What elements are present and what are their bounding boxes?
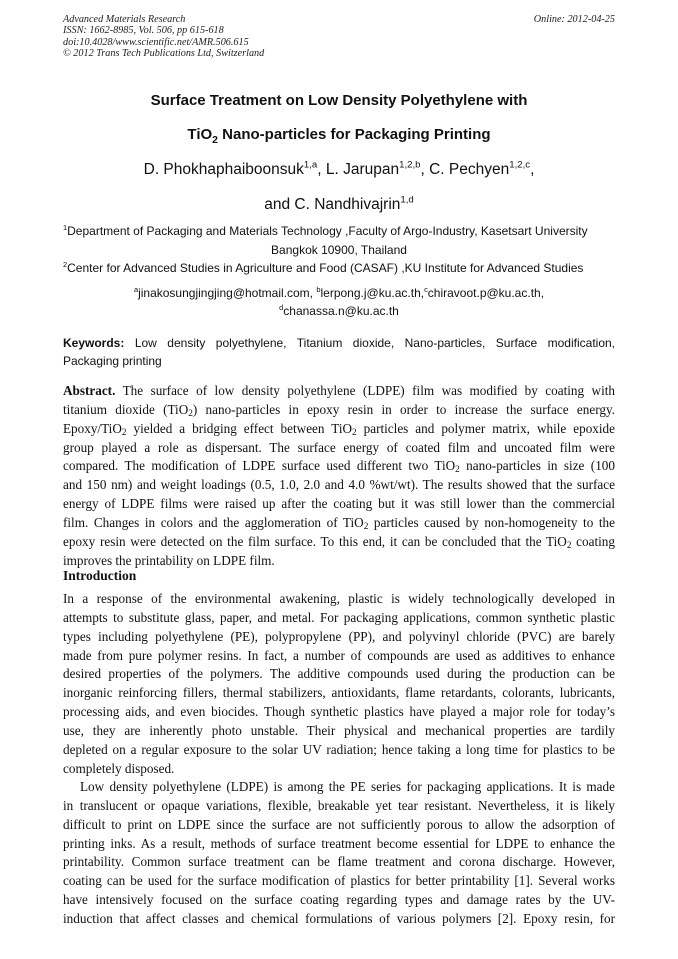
email: chiravoot.p@ku.ac.th, (427, 286, 545, 300)
affiliation-1: $^1$Department of Packaging and Materials Technology ,Faculty of Argo-Industry, Kasetsart University Bangkok 10900, Thailand (63, 222, 588, 257)
issn-line: ISSN: 1662-8985, Vol. 506, pp 615-618 (63, 25, 224, 37)
abstract-label: Abstract. (63, 383, 116, 398)
doi-line: doi:10.4028/www.scientific.net/AMR.506.615 (63, 36, 249, 48)
paper-title-line-2: TiO$_2$ Nano-particles for Packaging Printing (187, 126, 491, 146)
author-name: L. Jarupan (325, 161, 400, 178)
keywords-label: Keywords: (63, 336, 125, 350)
introduction-paragraph-1: In a response of the environmental awakening, plastic is widely technologically developed in attempts to substitute glass, paper, and metal. For packaging applications, common synthetic plastic types including polyethylene (PE), polypropylene (PP), and polyvinyl chloride (PVC) are barely made from pure polymer resins. In fact, a number of compounds are used as additives to enhance desired properties of the polymers. The additive compounds used during the production can be inorganic reinforcing fillers, thermal stabilizers, antioxidants, flame retardants, colorants, lubricants, processing aids, and even biocides. Though synthetic plastics have played a major role for today’s use, they are inherently photo unstable. Their physical and mechanical properties are tardily depleted on a regular exposure to the solar UV radiation; hence taking a long time for plastics to be completely disposed. (63, 591, 615, 776)
journal-name: Advanced Materials Research (63, 14, 186, 25)
author-list-cont: and C. Nandhivajrin$^{1,d}$ (264, 194, 414, 213)
author-emails: $^a$jinakosungjingjing@hotmail.com, $^b$lerpong.j@ku.ac.th,$^c$chiravoot.p@ku.ac.th, $^d$chanassa.n@ku.ac.th (133, 284, 545, 318)
section-heading-introduction: Introduction (63, 568, 137, 583)
author-name: and C. Nandhivajrin (264, 196, 401, 213)
journal-header (63, 14, 615, 60)
online-date: Online: 2012-04-25 (533, 14, 615, 25)
email: chanassa.n@ku.ac.th (283, 304, 399, 318)
email: lerpong.j@ku.ac.th, (320, 286, 425, 300)
author-name: D. Phokhaphaiboonsuk (143, 161, 304, 178)
author-name: C. Pechyen (429, 161, 510, 178)
affiliation-2: $^2$Center for Advanced Studies in Agriculture and Food (CASAF) ,KU Institute for Advanced Studies (63, 259, 584, 275)
paper-title-line-1: Surface Treatment on Low Density Polyethylene with (150, 92, 528, 109)
author-list: D. Phokhaphaiboonsuk$^{1,a}$, L. Jarupan$^{1,2,b}$, C. Pechyen$^{1,2,c}$, (143, 159, 535, 178)
copyright-line: © 2012 Trans Tech Publications Ltd, Switzerland (63, 48, 265, 60)
keywords: Keywords: Low density polyethylene, Titanium dioxide, Nano-particles, Surface modification, Packaging printing (63, 336, 615, 368)
introduction-paragraph-2: Low density polyethylene (LDPE) is among the PE series for packaging applications. It is made in translucent or opaque variations, flexible, breakable yet tear resistant. Nevertheless, it is likely difficult to print on LDPE since the surface are not sufficiently porous to allow the adsorption of printing inks. As a result, methods of surface treatment become essential for LDPE to enhance the printability. Common surface treatment can be flame treatment and corona discharge. However, coating can be used for the surface modification of plastics for better printability [1]. Several works have intensively focused on the surface coating regarding types and damage rates by the UV- induction that affect classes and chemical formulations of various polymers [2]. Epoxy resin, for (63, 779, 615, 926)
email: jinakosungjingjing@hotmail.com, (138, 286, 317, 300)
abstract: Abstract. The surface of low density polyethylene (LDPE) film was modified by coating with titanium dioxide (TiO$_2$) nano-particles in epoxy resin in order to increase the surface energy. Epoxy/TiO$_2$ yielded a bridging effect between TiO$_2$ particles and polymer matrix, while epoxide group played a role as dispersant. The surface energy of coated film and uncoated film were compared. The modification of LDPE surface used different two TiO$_2$ nano-particles in size (100 and 150 nm) and weight loadings (0.5, 1.0, 2.0 and 4.0 %wt/wt). The results showed that the surface energy of LDPE films were raised up after the coating but it was still lower than the commercial film. Changes in colors and the agglomeration of TiO$_2$ particles caused by non-homogeneity to the epoxy resin were detected on the film surface. To this end, it can be concluded that the TiO$_2$ coating improves the printability on LDPE film. (63, 383, 615, 568)
